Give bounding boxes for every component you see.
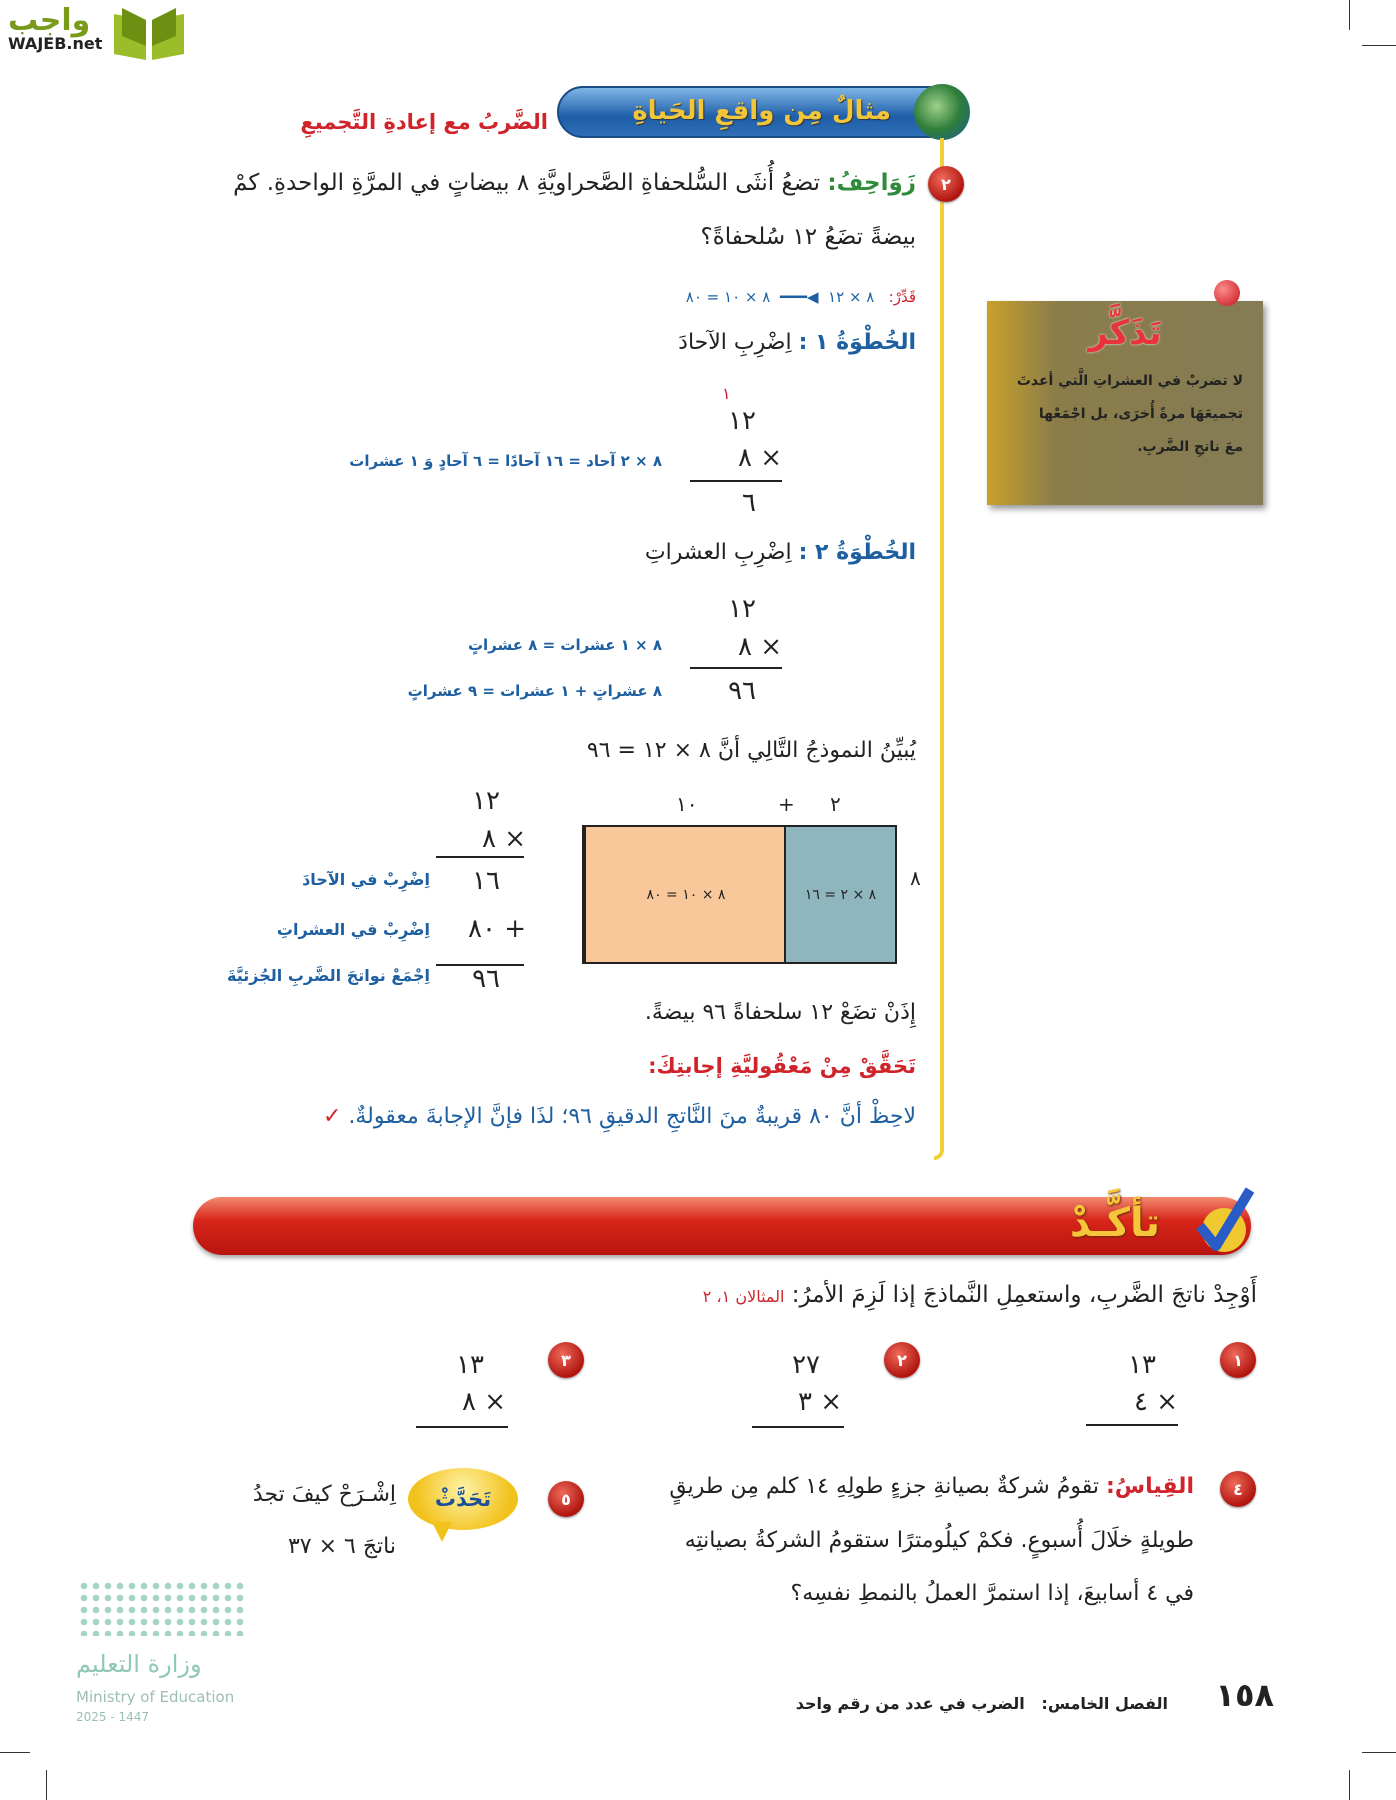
step-2-text: اِضْرِبِ العشراتِ xyxy=(644,540,792,565)
chapter-footer xyxy=(796,1694,1168,1713)
checkmark-icon xyxy=(1190,1184,1260,1254)
talk-label: تَحَدَّثْ xyxy=(434,1487,492,1511)
tens-cell-label: ٨ × ١٠ = ٨٠ xyxy=(646,886,726,903)
step-2-multiplier: × ٨ xyxy=(737,632,782,662)
exercise-number: ٤ xyxy=(1233,1479,1243,1499)
talk-speech-bubble xyxy=(408,1468,518,1530)
q4-line-3: في ٤ أسابيعَ، إذا استمرَّ العملُ بالنمطِ نفسِه؟ xyxy=(790,1581,1194,1606)
partial-multiplicand: ١٢ xyxy=(472,786,500,816)
problem-topic: زَوَاحِفُ: xyxy=(827,170,916,196)
step-2-note-2: ٨ عشراتٍ + ١ عشرات = ٩ عشراتٍ xyxy=(407,682,662,700)
exercise-3-top: ١٣ xyxy=(456,1350,484,1380)
check-title: تَحَقَّقْ مِنْ مَعْقُوليَّةِ إجابتِكَ: xyxy=(648,1054,916,1078)
estimate-row xyxy=(686,288,916,306)
crop-mark xyxy=(1362,1752,1396,1753)
model-plus: + xyxy=(778,792,795,816)
step-2-heading xyxy=(645,540,916,565)
check-text: لاحِظْ أنَّ ٨٠ قريبةٌ منَ النَّاتجِ الدقيقِ ٩٦؛ لذَا فإنَّ الإجابةَ معقولةٌ. xyxy=(348,1104,916,1129)
q4-line-1 xyxy=(669,1474,1194,1499)
estimate-left: ٨ × ١٢ xyxy=(828,288,875,306)
remember-line: لا تضربْ في العشراتِ الَّتي أعدتَ xyxy=(1016,373,1243,389)
check-line xyxy=(323,1104,916,1129)
model-sentence: يُبيِّنُ النموذجُ التَّالِي أنَّ ٨ × ١٢ = ٩٦ xyxy=(586,738,916,763)
step-2-note-1: ٨ × ١ عشرات = ٨ عشراتٍ xyxy=(467,636,662,654)
exercise-number: ١ xyxy=(1233,1350,1243,1370)
chapter-title: الضرب في عدد من رقم واحد xyxy=(795,1694,1025,1713)
partial-product-1: ١٦ xyxy=(472,866,500,896)
crop-mark xyxy=(0,1752,30,1753)
ministry-dots-logo xyxy=(78,1580,248,1636)
step-2-multiplicand: ١٢ xyxy=(728,594,756,624)
remember-note xyxy=(987,301,1263,505)
confirm-instruction-row xyxy=(703,1282,1257,1308)
step-2-result: ٩٦ xyxy=(728,676,756,706)
pushpin-icon xyxy=(1214,280,1240,306)
step-1-label: الخُطْوَةُ ١ : xyxy=(798,330,916,355)
example-number: ٢ xyxy=(941,174,951,194)
q4-text: تقومُ شركةٌ بصيانةِ جزءٍ طولِهِ ١٤ كلم مِن طريقٍ xyxy=(669,1474,1099,1499)
step-1-heading xyxy=(678,330,916,355)
exercise-1-rule xyxy=(1086,1424,1178,1426)
exercise-2-rule xyxy=(752,1426,844,1428)
exercise-number: ٥ xyxy=(561,1489,571,1509)
exercise-badge xyxy=(884,1342,920,1378)
remember-line: معَ ناتجِ الضَّربِ. xyxy=(1137,439,1243,455)
exercise-3-rule xyxy=(416,1426,508,1428)
confirm-title: تأكَّـدْ xyxy=(1069,1200,1160,1246)
examples-reference: المثالان ١، ٢ xyxy=(702,1287,785,1306)
exercise-number: ٣ xyxy=(561,1350,571,1370)
area-model-tens-cell xyxy=(584,827,786,962)
arrow-left-icon: ◀━━━ xyxy=(775,288,824,306)
speech-bubble-tail xyxy=(432,1522,452,1542)
wajeb-logo[interactable] xyxy=(8,4,102,53)
exercise-2-multiplier: × ٣ xyxy=(797,1387,842,1417)
partial-rule-1 xyxy=(436,856,524,858)
crop-mark xyxy=(1349,1770,1350,1800)
exercise-number: ٢ xyxy=(897,1350,907,1370)
step-1-text: اِضْرِبِ الآحادَ xyxy=(678,330,792,355)
step-1-note: ٨ × ٢ آحاد = ١٦ آحادًا = ٦ آحادٍ وَ ١ عشرات xyxy=(349,452,662,470)
example-border xyxy=(934,138,944,1160)
step-1-multiplier: × ٨ xyxy=(737,443,782,473)
crop-mark xyxy=(1349,0,1350,30)
q4-topic: القِياسُ: xyxy=(1105,1474,1194,1499)
problem-text: تضعُ أُنثَى السُّلحفاةِ الصَّحراويَّةِ ٨ بيضاتٍ في المرَّةِ الواحدةِ. كمْ xyxy=(233,170,821,196)
page-number: ١٥٨ xyxy=(1215,1676,1274,1714)
q5-line-2: ناتجَ ٦ × ٣٧ xyxy=(287,1534,396,1559)
step-2-rule xyxy=(690,667,782,669)
partial-sum: ٩٦ xyxy=(472,964,500,994)
exercise-1-multiplier: × ٤ xyxy=(1133,1387,1178,1417)
remember-title: تَذَكَّر xyxy=(1088,313,1162,353)
ministry-english: Ministry of Education xyxy=(76,1688,235,1706)
step-1-rule xyxy=(690,480,782,482)
carry-digit: ١ xyxy=(722,384,731,403)
model-ones-label: ٢ xyxy=(830,792,841,816)
logo-latin: WAJEB.net xyxy=(8,34,103,53)
check-mark-icon: ✓ xyxy=(322,1104,342,1129)
exercise-badge xyxy=(1220,1471,1256,1507)
banner-title: مثالٌ مِن واقعِ الحَياةِ xyxy=(632,96,891,126)
q5-line-1: اِشْـرَحْ كيفَ تجدُ xyxy=(252,1482,396,1507)
model-tens-label: ١٠ xyxy=(676,792,698,816)
remember-line: تجميعَهَا مرةً أُخرَى، بل اجْمَعْها xyxy=(1038,406,1243,422)
crop-mark xyxy=(46,1770,47,1800)
ministry-year: 2025 - 1447 xyxy=(76,1710,150,1724)
partial-label-ones: اِضْرِبْ في الآحادَ xyxy=(302,870,430,889)
problem-line-2: بيضةً تضَعُ ١٢ سُلحفاةً؟ xyxy=(700,224,916,250)
book-icon xyxy=(110,6,188,62)
area-model-divider xyxy=(784,825,786,964)
exercise-badge xyxy=(548,1342,584,1378)
example-number-badge xyxy=(928,166,964,202)
chapter-label: الفصل الخامس: xyxy=(1041,1694,1168,1713)
lesson-subtitle: الضَّربُ مع إعادةِ التَّجميعِ xyxy=(300,110,548,134)
partial-label-sum: اِجْمَعْ نواتجَ الضَّربِ الجُزئيَّةَ xyxy=(227,966,430,985)
problem-line-1 xyxy=(233,170,916,196)
exercise-1-top: ١٣ xyxy=(1128,1350,1156,1380)
globe-icon xyxy=(914,84,970,140)
conclusion: إِذَنْ تضَعْ ١٢ سلحفاةً ٩٦ بيضةً. xyxy=(644,1000,916,1025)
partial-product-2: + ٨٠ xyxy=(468,914,526,944)
ones-cell-label: ٨ × ٢ = ١٦ xyxy=(804,886,877,903)
logo-arabic: واجب xyxy=(8,3,91,38)
step-2-label: الخُطْوَةُ ٢ : xyxy=(798,540,916,565)
area-model-ones-cell xyxy=(786,827,895,962)
exercise-badge xyxy=(548,1481,584,1517)
exercise-badge xyxy=(1220,1342,1256,1378)
step-1-result: ٦ xyxy=(742,488,756,518)
estimate-label: قَدِّرْ: xyxy=(888,288,916,306)
q4-line-2: طويلةٍ خلَالَ أُسبوعٍ. فكمْ كيلُومترًا ستقومُ الشركةُ بصيانتِه xyxy=(684,1528,1194,1553)
model-side-label: ٨ xyxy=(910,866,921,890)
crop-mark xyxy=(1362,45,1396,46)
partial-multiplier: × ٨ xyxy=(481,824,526,854)
ministry-arabic: وزارة التعليم xyxy=(76,1650,202,1678)
area-model xyxy=(582,825,897,964)
exercise-2-top: ٢٧ xyxy=(792,1350,820,1380)
exercise-3-multiplier: × ٨ xyxy=(461,1387,506,1417)
confirm-instruction: أَوْجِدْ ناتجَ الضَّربِ، واستعمِلِ النَّماذجَ إذا لَزِمَ الأمرُ: xyxy=(791,1282,1257,1308)
step-1-multiplicand: ١٢ xyxy=(728,406,756,436)
partial-label-tens: اِضْرِبْ في العشراتِ xyxy=(276,920,430,939)
estimate-right: ٨ × ١٠ = ٨٠ xyxy=(685,288,771,306)
